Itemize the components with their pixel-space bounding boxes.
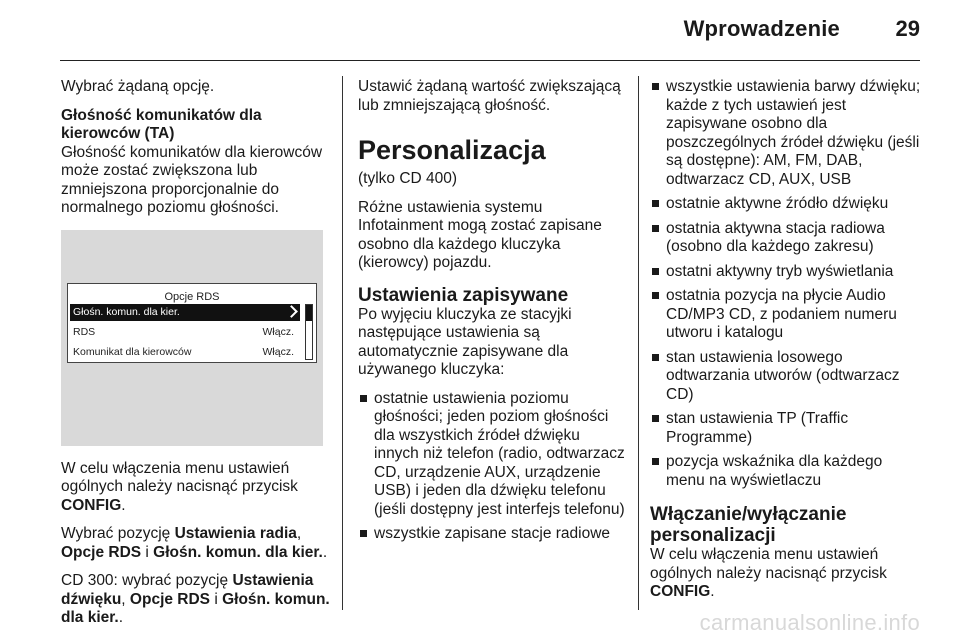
menu-term: Ustawienia dźwięku	[61, 572, 314, 608]
display-menu-item-selected	[70, 304, 300, 321]
paragraph: Głośność komunikatów dla kierowców może zostać zwiększona lub zmniejszona proporcjonalnie do normalnego poziomu głośności.	[61, 143, 323, 216]
text: CD 300: wybrać pozycję	[61, 572, 233, 589]
text: ,	[121, 590, 130, 608]
page-header	[0, 0, 960, 58]
column-divider	[342, 76, 343, 610]
display-menu-title: Opcje RDS	[164, 290, 220, 303]
display-menu-item-label: Komunikat dla kierowców	[73, 345, 192, 358]
menu-term: Opcje RDS	[129, 590, 211, 608]
menu-term: Ustawienia radia	[174, 525, 297, 542]
section-heading: Personalizacja	[358, 135, 546, 165]
page-number: 29	[895, 16, 920, 41]
subsection-heading: Włączanie/wyłączanie personalizacji	[650, 504, 847, 546]
display-menu-item-value: Włącz.	[262, 345, 294, 358]
display-screenshot	[61, 230, 323, 446]
chevron-right-icon	[285, 305, 298, 318]
paragraph	[650, 546, 925, 602]
column-1	[61, 78, 331, 638]
display-menu-item-label: Głośn. komun. dla kier.	[73, 305, 180, 318]
menu-term: Głośn. komun. dla kier.	[61, 590, 330, 626]
column-divider	[638, 76, 639, 610]
paragraph: (tylko CD 400)	[358, 170, 458, 187]
list-item: ostatnia pozycja na płycie Audio CD/MP3 CD, z podaniem numeru utworu i katalogu	[650, 287, 925, 343]
list-item: ostatnie ustawienia poziomu głośności; jeden poziom głośności dla wszystkich źródeł dźwięku innych niż telefon (radio, odtwarzacz CD, urządzenie AUX, urządzenie USB) i jeden dla dźwięku telefonu (jeśli dostępny jest interfejs telefonu)	[358, 390, 628, 520]
bullet-list	[650, 78, 925, 490]
page-title: Wprowadzenie	[683, 16, 840, 41]
display-menu-item-label: RDS	[73, 325, 96, 338]
bullet-list	[358, 390, 628, 544]
list-item: wszystkie ustawienia barwy dźwięku; każde z tych ustawień jest zapisywane osobno dla poszczególnych źródeł dźwięku (jeśli są dostępne): AM, FM, DAB, odtwarzacz CD, AUX, USB	[650, 78, 925, 189]
paragraph	[61, 460, 331, 516]
text: W celu włączenia menu ustawień ogólnych należy nacisnąć przycisk	[61, 459, 298, 495]
list-item: ostatni aktywny tryb wyświetlania	[650, 263, 925, 282]
subsection-heading: Ustawienia zapisywane	[358, 284, 569, 306]
text: i	[141, 543, 154, 561]
config-button-label: CONFIG	[61, 496, 122, 514]
display-menu	[67, 283, 317, 363]
display-scrollbar-thumb	[306, 305, 312, 321]
text: .	[121, 496, 126, 514]
header-rule	[60, 60, 920, 61]
text: Wybrać pozycję	[61, 525, 175, 542]
text: .	[118, 609, 124, 626]
config-button-label: CONFIG	[650, 583, 711, 600]
list-item: ostatnia aktywna stacja radiowa (osobno dla każdego zakresu)	[650, 220, 925, 257]
column-2	[358, 78, 628, 550]
display-menu-item	[70, 324, 300, 341]
paragraph: Po wyjęciu kluczyka ze stacyjki następujące ustawienia są automatycznie zapisywane dla używanego kluczyka:	[358, 305, 572, 378]
text: i	[210, 590, 223, 608]
paragraph: Ustawić żądaną wartość zwiększającą lub zmniejszającą głośność.	[358, 78, 621, 114]
menu-term: Głośn. komun. dla kier.	[153, 543, 323, 561]
watermark: carmanualsonline.info	[699, 610, 920, 635]
display-menu-item	[70, 344, 300, 361]
text: ,	[296, 525, 302, 542]
list-item: stan ustawienia TP (Traffic Programme)	[650, 410, 925, 447]
paragraph	[61, 525, 331, 562]
text: .	[322, 543, 328, 561]
text: W celu włączenia menu ustawień ogólnych należy nacisnąć przycisk	[650, 546, 887, 582]
paragraph: Wybrać żądaną opcję.	[61, 78, 215, 95]
display-scrollbar	[305, 304, 313, 360]
subheading-ta-volume: Głośność komunikatów dla kierowców (TA)	[61, 106, 262, 142]
list-item: wszystkie zapisane stacje radiowe	[358, 525, 628, 544]
list-item: stan ustawienia losowego odtwarzania utworów (odtwarzacz CD)	[650, 349, 925, 405]
menu-term: Opcje RDS	[61, 543, 142, 561]
display-menu-item-value: Włącz.	[262, 325, 294, 338]
column-3	[650, 78, 925, 612]
text: .	[710, 583, 715, 600]
paragraph	[61, 572, 331, 628]
paragraph: Różne ustawienia systemu Infotainment mogą zostać zapisane osobno dla każdego kluczyka (kierowcy) pojazdu.	[358, 198, 602, 271]
list-item: pozycja wskaźnika dla każdego menu na wyświetlaczu	[650, 453, 925, 490]
list-item: ostatnie aktywne źródło dźwięku	[650, 195, 925, 214]
